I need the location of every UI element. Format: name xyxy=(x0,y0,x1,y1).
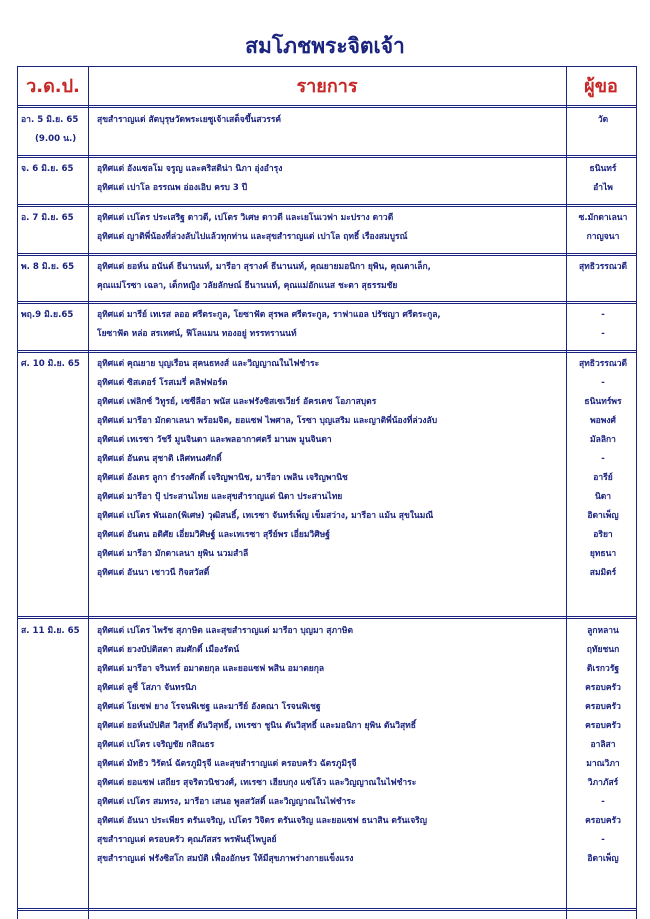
header-divider xyxy=(18,105,636,108)
row-items xyxy=(97,160,567,198)
intention-line: อุทิศแด่ เปโตร สมทรง, มารีอา เสนอ พูลสวัสดิ์ และวิญญาณในไฟชำระ xyxy=(97,797,356,807)
row-divider xyxy=(18,155,636,158)
intention-line: อุทิศแด่ ลูซี่ โสภา จันทรนิภ xyxy=(97,683,197,693)
header-items: รายการ xyxy=(296,76,358,97)
intention-line: อุทิศแด่ เปโตร พันเอก(พิเศษ) วุฒิสนธิ์, เทเรซา จันทร์เพ็ญ เข็มสว่าง, มารีอา แม้น สุขในมณี xyxy=(97,511,434,521)
requester-name: สุทธิวรรณวดี xyxy=(578,262,628,272)
intention-line: อุทิศแด่ อันตน สุชาติ เลิศทนงศักดิ์ xyxy=(97,454,222,464)
intention-line: คุณแม่โรซา เฉลา, เด็กหญิง วลัยลักษณ์ ธีนานนท์, คุณแม่อักแนส ชะตา สุธรรมชัย xyxy=(97,281,398,291)
requester-name: - xyxy=(601,835,605,845)
row-divider xyxy=(18,204,636,207)
date-line: พ. 8 มิ.ย. 65 xyxy=(21,262,75,272)
row-items xyxy=(97,111,567,130)
row-requesters xyxy=(570,306,636,344)
requester-name: วิภาภัสร์ xyxy=(587,778,619,788)
row-items xyxy=(97,258,567,296)
requester-name: นิดา xyxy=(594,492,612,502)
requester-name: - xyxy=(601,797,605,807)
requester-name: - xyxy=(601,310,605,320)
intentions-table xyxy=(17,66,637,919)
intention-line: อุทิศแด่ อังเดร ลูกา ธำรงศักดิ์ เจริญพานิช, มารีอา เพลิน เจริญพานิช xyxy=(97,473,348,483)
requester-name: มาณวิภา xyxy=(586,759,620,769)
row-divider xyxy=(18,908,636,911)
requester-name: ครอบครัว xyxy=(585,721,621,731)
requester-name: - xyxy=(601,454,605,464)
requester-name: กาญจนา xyxy=(586,232,620,242)
intention-line: อุทิศแด่ มารีอา มักดาเลนา ยุพิน นวมสำลี xyxy=(97,549,249,559)
requester-name: อิดาเพ็ญ xyxy=(587,511,619,521)
row-date xyxy=(21,111,91,149)
requester-name: - xyxy=(601,378,605,388)
requester-name: อริยา xyxy=(593,530,613,540)
row-requesters xyxy=(570,622,636,869)
requester-name: ฤทัยชนก xyxy=(586,645,620,655)
requester-name: ดิเรกวรัฐ xyxy=(586,664,620,674)
requester-name: ธนินทร์พร xyxy=(584,397,622,407)
requester-name: สุทธิวรรณวดี xyxy=(578,359,628,369)
requester-name: ครอบครัว xyxy=(585,702,621,712)
intention-line: อุทิศแด่ เฟลิกซ์ วิทูรย์, เซซีลีอา พนัส และฟรังซิสเซเวียร์ อัครเดช โอภาสบุตร xyxy=(97,397,377,407)
intention-line: สุขสำราญแด่ ฟรังซิสโก สมบัติ เฟื่องอักษร ให้มีสุขภาพร่างกายแข็งแรง xyxy=(97,854,354,864)
intention-line: สุขสำราญแด่ ครอบครัว คุณภัสสร พรพันธุ์ไพบูลย์ xyxy=(97,835,277,845)
intention-line: อุทิศแด่ เปโตร ไพรัช สุภาษิต และสุขสำราญแด่ มารีอา บุญมา สุภาษิต xyxy=(97,626,353,636)
date-line: (9.00 น.) xyxy=(35,134,77,144)
header-requester: ผู้ขอ xyxy=(584,76,618,97)
row-requesters xyxy=(570,258,636,277)
requester-name: สมมิตร์ xyxy=(589,568,617,578)
requester-name: วัด xyxy=(597,115,609,125)
header-date: ว.ด.ป. xyxy=(26,76,80,97)
requester-name: อารีย์ xyxy=(593,473,613,483)
date-line: อ. 7 มิ.ย. 65 xyxy=(21,213,74,223)
requester-name: อาลิสา xyxy=(590,740,616,750)
intention-line: อุทิศแด่ มารีย์ เทเรส ลออ ศรีตระกูล, โยซาฟัต สุรพล ศรีตระกูล, ราฟาแอล ปรัชญา ศรีตระกูล, xyxy=(97,310,441,320)
intention-line: อุทิศแด่ ยอแซฟ เสถียร สุจริตวนิชวงศ์, เทเรซา เฮียบกุง แซ่โล้ว และวิญญาณในไฟชำระ xyxy=(97,778,417,788)
row-items xyxy=(97,355,567,583)
date-line: ศ. 10 มิ.ย. 65 xyxy=(21,359,80,369)
intention-line: อุทิศแด่ อันนา ประเพียร ตรันเจริญ, เปโตร วิจิตร ตรันเจริญ และยอแซฟ ธนาสิน ตรันเจริญ xyxy=(97,816,427,826)
intention-line: อุทิศแด่ เทเรซา วัชรี มูนจินดา และพลอากาศตรี มานพ มูนจินดา xyxy=(97,435,332,445)
row-divider xyxy=(18,301,636,304)
intention-line: อุทิศแด่ เปโตร เจริญชัย กสิณธร xyxy=(97,740,215,750)
row-date xyxy=(21,209,91,228)
intention-line: อุทิศแด่ ยอห์น อนันต์ ธีนานนท์, มารีอา สุรางค์ ธีนานนท์, คุณยายมอนิกา ยุพิน, คุณตาเล็ก, xyxy=(97,262,431,272)
date-line: อา. 5 มิ.ย. 65 xyxy=(21,115,79,125)
intention-line: อุทิศแด่ โยเซฟ ยาง โรจนพิเชฐ และมารีย์ อังคณา โรจนพิเชฐ xyxy=(97,702,321,712)
row-requesters xyxy=(570,111,636,130)
intention-line: อุทิศแด่ มารีอา ปุ้ ประสานไทย และสุขสำราญแด่ นิดา ประสานไทย xyxy=(97,492,343,502)
column-divider xyxy=(88,67,89,919)
requester-name: ลูกหลาน xyxy=(587,626,619,636)
requester-name: ครอบครัว xyxy=(585,683,621,693)
row-items xyxy=(97,209,567,247)
date-line: ส. 11 มิ.ย. 65 xyxy=(21,626,80,636)
requester-name: ซ.มักดาเลนา xyxy=(578,213,628,223)
requester-name: พอพงศ์ xyxy=(590,416,616,426)
requester-name: ธนินทร์ xyxy=(589,164,617,174)
requester-name: อำไพ xyxy=(593,183,613,193)
requester-name: อิดาเพ็ญ xyxy=(587,854,619,864)
date-line: จ. 6 มิ.ย. 65 xyxy=(21,164,74,174)
row-items xyxy=(97,306,567,344)
row-date xyxy=(21,160,91,179)
row-date xyxy=(21,622,91,641)
intention-line: อุทิศแด่ คุณยาย บุญเรือน สุคนธหงส์ และวิญญาณในไฟชำระ xyxy=(97,359,320,369)
requester-name: ยุทธนา xyxy=(589,549,617,559)
intention-line: อุทิศแด่ อันนา เชาวนี กิจสวัสดิ์ xyxy=(97,568,210,578)
intention-line: อุทิศแด่ มัทธิว วิรัตน์ ฉัตรภูมิรุจี และสุขสำราญแด่ ครอบครัว ฉัตรภูมิรุจี xyxy=(97,759,357,769)
intention-line: อุทิศแด่ ญาติพี่น้องที่ล่วงลับไปแล้วทุกท่าน และสุขสำราญแด่ เปาโล ฤทธิ์ เรืองสมบูรณ์ xyxy=(97,232,408,242)
row-date xyxy=(21,355,91,374)
intention-line: อุทิศแด่ ยอห์นบัปติส วิสุทธิ์ ตันวิสุทธิ์, เทเรซา ชูนิน ตันวิสุทธิ์ และมอนิกา ยุพิน ตันวิสุทธิ์ xyxy=(97,721,416,731)
intention-line: อุทิศแด่ มารีอา จรินทร์ อมาตยกุล และยอแซฟ พสิน อมาตยกุล xyxy=(97,664,325,674)
intention-line: อุทิศแด่ ซิสเตอร์ โรสเมรี่ คลิฟฟอร์ด xyxy=(97,378,228,388)
date-line: พฤ.9 มิ.ย.65 xyxy=(21,310,74,320)
intention-line: สุขสำราญแด่ สัตบุรุษวัดพระเยซูเจ้าเสด็จขึ้นสวรรค์ xyxy=(97,115,282,125)
row-requesters xyxy=(570,160,636,198)
row-requesters xyxy=(570,209,636,247)
row-requesters xyxy=(570,355,636,583)
requester-name: ครอบครัว xyxy=(585,816,621,826)
row-date xyxy=(21,258,91,277)
intention-line: อุทิศแด่ อันตน อดิศัย เอี่ยมวิศิษฐ์ และเทเรซา สุรีย์พร เอี่ยมวิศิษฐ์ xyxy=(97,530,330,540)
intention-line: อุทิศแด่ ยวงบัปติสตา สมศักดิ์ เมืองรัตน์ xyxy=(97,645,240,655)
page-title: สมโภชพระจิตเจ้า xyxy=(245,34,405,58)
row-divider xyxy=(18,350,636,353)
intention-line: อุทิศแด่ เปโตร ประเสริฐ ดาวดี, เปโตร วิเศษ ดาวดี และเยโนเวฟา มะปราง ดาวดี xyxy=(97,213,394,223)
row-divider xyxy=(18,253,636,256)
row-items xyxy=(97,622,567,869)
requester-name: มัลลิกา xyxy=(590,435,616,445)
requester-name: - xyxy=(601,329,605,339)
intention-line: โยซาฟัต หล่อ สรเทศน์, ฟิโลแมน ทองอยู่ ทรรทรานนท์ xyxy=(97,329,297,339)
row-divider xyxy=(18,616,636,619)
intention-line: อุทิศแด่ มารีอา มักดาเลนา พร้อมจิต, ยอแซฟ ไพศาล, โรซา บุญเสริม และญาติพี่น้องที่ล่วงลับ xyxy=(97,416,438,426)
intention-line: อุทิศแด่ เปาโล อรรณพ อ่องเอิบ ครบ 3 ปี xyxy=(97,183,248,193)
row-date xyxy=(21,306,91,325)
intention-line: อุทิศแด่ อังแซลโม จรูญ และคริสติน่า นิภา อุ่งอำรุง xyxy=(97,164,283,174)
